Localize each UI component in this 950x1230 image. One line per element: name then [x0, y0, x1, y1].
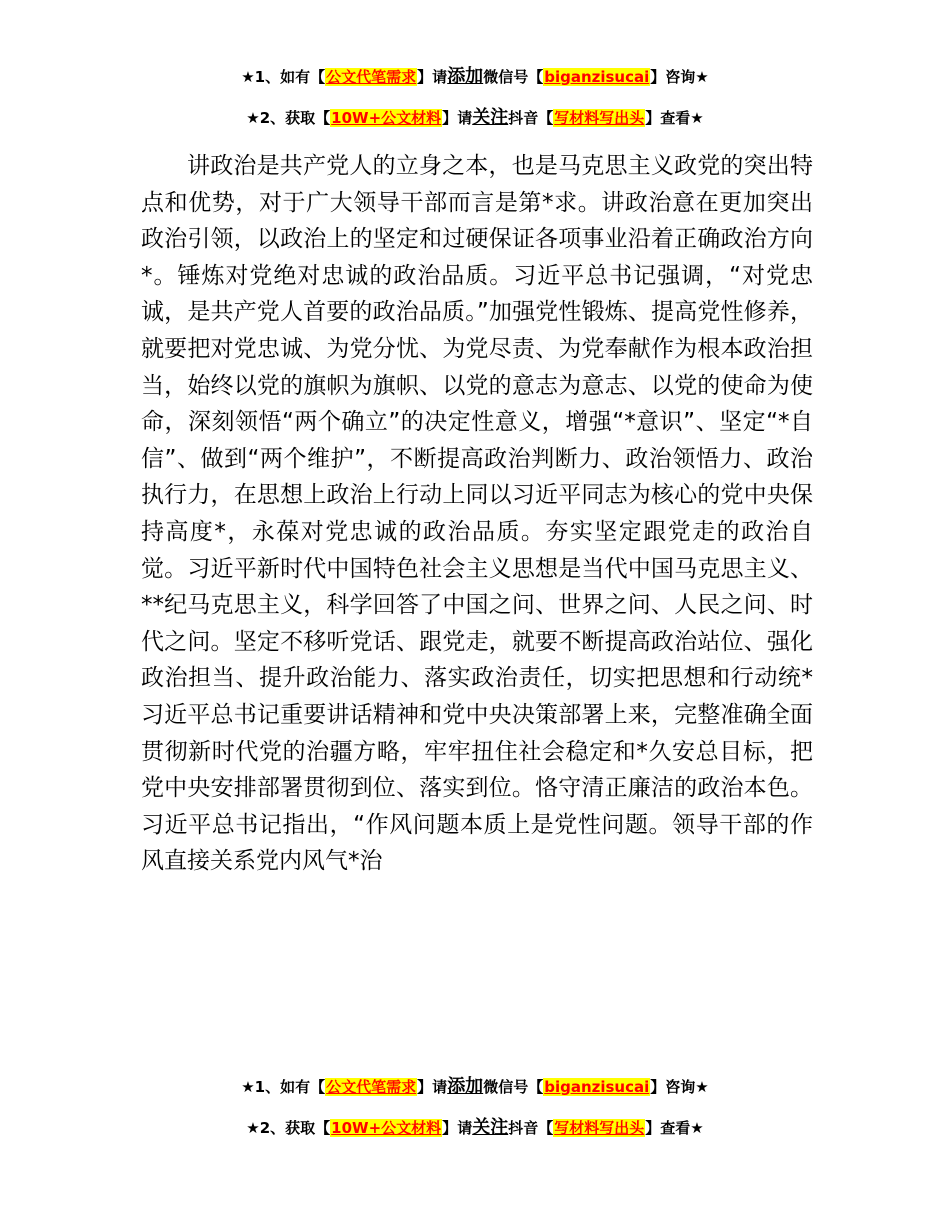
- bracket: 】: [645, 109, 661, 127]
- header-text: 请: [432, 68, 448, 86]
- header-text: 请: [457, 1119, 473, 1137]
- emphasis-add: 添加: [447, 66, 484, 87]
- bracket: 【: [315, 1119, 331, 1137]
- wechat-id: biganzisucai: [544, 68, 650, 86]
- header-text: 微信号: [483, 1078, 529, 1096]
- bracket: 【: [315, 109, 331, 127]
- header-text: 请: [432, 1078, 448, 1096]
- header-prefix: ★2、获取: [246, 109, 316, 127]
- header-prefix: ★1、如有: [241, 68, 311, 86]
- bracket: 】: [442, 109, 458, 127]
- douyin-account: 写材料写出头: [554, 109, 645, 127]
- header-suffix: 咨询★: [665, 1078, 709, 1096]
- header-text: 微信号: [483, 68, 529, 86]
- header-line-1: [0, 66, 950, 88]
- bracket: 【: [538, 109, 554, 127]
- bracket: 】: [417, 1078, 433, 1096]
- body-paragraph: 讲政治是共产党人的立身之本，也是马克思主义政党的突出特点和优势，对于广大领导干部而言是第*求。讲政治意在更加突出政治引领，以政治上的坚定和过硬保证各项事业沿着正确政治方向*。锤炼对党绝对忠诚的政治品质。习近平总书记强调，“对党忠诚，是共产党人首要的政治品质。”加强党性锻炼、提高党性修养，就要把对党忠诚、为党分忧、为党尽责、为党奉献作为根本政治担当，始终以党的旗帜为旗帜、以党的意志为意志、以党的使命为使命，深刻领悟“两个确立”的决定性意义，增强“*意识”、坚定“*自信”、做到“两个维护”，不断提高政治判断力、政治领悟力、政治执行力，在思想上政治上行动上同以习近平同志为核心的党中央保持高度*，永葆对党忠诚的政治品质。夯实坚定跟党走的政治自觉。习近平新时代中国特色社会主义思想是当代中国马克思主义、**纪马克思主义，科学回答了中国之问、世界之问、人民之问、时代之问。坚定不移听党话、跟党走，就要不断提高政治站位、强化政治担当、提升政治能力、落实政治责任，切实把思想和行动统*习近平总书记重要讲话精神和党中央决策部署上来，完整准确全面贯彻新时代党的治疆方略，牢牢扭住社会稳定和*久安总目标，把党中央安排部署贯彻到位、落实到位。恪守清正廉洁的政治本色。习近平总书记指出，“作风问题本质上是党性问题。领导干部的作风直接关系党内风气*治: [141, 153, 813, 875]
- header-text: 请: [457, 109, 473, 127]
- wechat-id: biganzisucai: [544, 1078, 650, 1096]
- bracket: 【: [310, 1078, 326, 1096]
- header-text: 抖音: [508, 1119, 539, 1137]
- materials-tag: 10W+公文材料: [331, 1119, 442, 1137]
- footer-line-1: [0, 1076, 950, 1098]
- ghostwriting-tag: 公文代笔需求: [326, 1078, 417, 1096]
- bracket: 【: [538, 1119, 554, 1137]
- bracket: 】: [417, 68, 433, 86]
- emphasis-follow: 关注: [472, 1117, 509, 1138]
- bracket: 】: [442, 1119, 458, 1137]
- emphasis-follow: 关注: [472, 107, 509, 128]
- emphasis-add: 添加: [447, 1076, 484, 1097]
- header-suffix: 查看★: [660, 1119, 704, 1137]
- bracket: 【: [528, 1078, 544, 1096]
- bracket: 【: [310, 68, 326, 86]
- header-text: 抖音: [508, 109, 539, 127]
- header-line-2: [0, 107, 950, 129]
- header-prefix: ★2、获取: [246, 1119, 316, 1137]
- bracket: 】: [650, 1078, 666, 1096]
- ghostwriting-tag: 公文代笔需求: [326, 68, 417, 86]
- header-suffix: 查看★: [660, 109, 704, 127]
- bracket: 】: [650, 68, 666, 86]
- douyin-account: 写材料写出头: [554, 1119, 645, 1137]
- header-prefix: ★1、如有: [241, 1078, 311, 1096]
- bracket: 】: [645, 1119, 661, 1137]
- document-body: [141, 148, 813, 880]
- footer-line-2: [0, 1117, 950, 1139]
- header-suffix: 咨询★: [665, 68, 709, 86]
- bracket: 【: [528, 68, 544, 86]
- materials-tag: 10W+公文材料: [331, 109, 442, 127]
